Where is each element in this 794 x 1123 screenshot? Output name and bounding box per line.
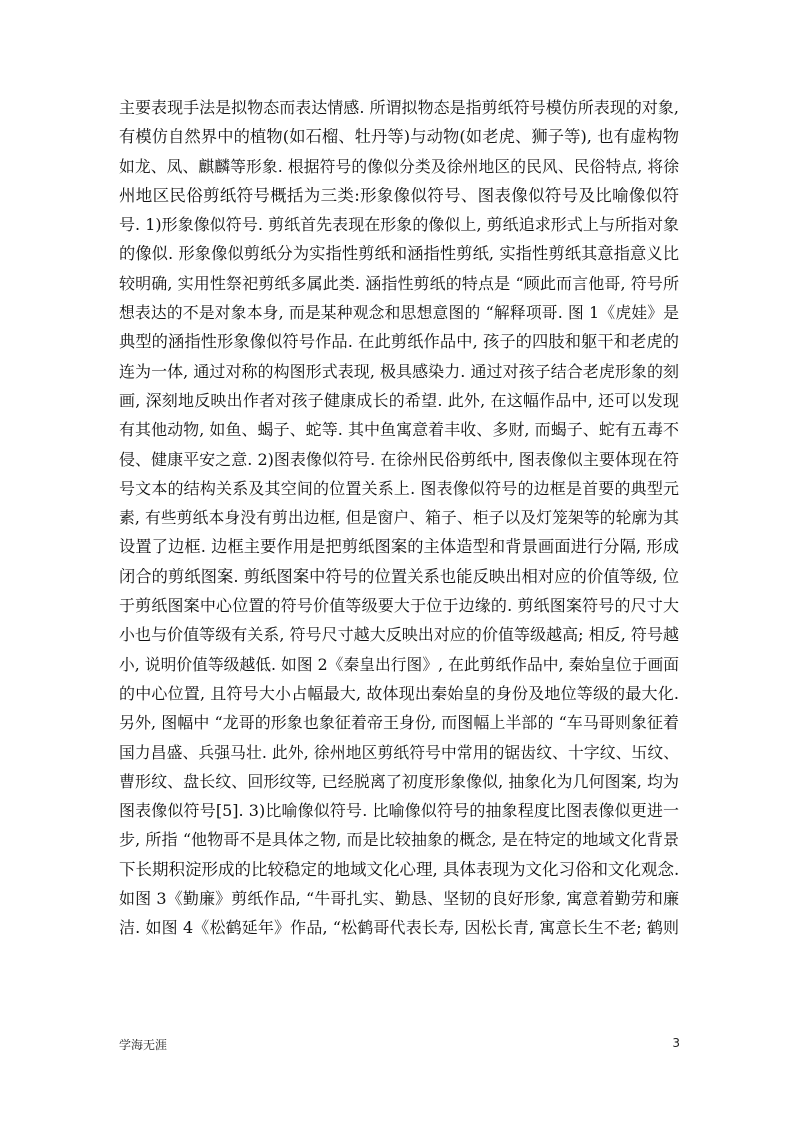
text-line: 设置了边框. 边框主要作用是把剪纸图案的主体造型和背景画面进行分隔, 形成 — [119, 537, 679, 557]
text-line: 下长期积淀形成的比较稳定的地域文化心理, 具体表现为文化习俗和文化观念. — [119, 859, 679, 879]
text-line: 连为一体, 通过对称的构图形式表现, 极具感染力. 通过对孩子结合老虎形象的刻 — [119, 361, 679, 381]
text-line: 于剪纸图案中心位置的符号价值等级要大于位于边缘的. 剪纸图案符号的尺寸大 — [119, 596, 679, 616]
text-line: 如图 3《勤廉》剪纸作品, “牛哥扎实、勤恳、坚韧的良好形象, 寓意着勤劳和廉 — [119, 889, 679, 909]
text-line: 号文本的结构关系及其空间的位置关系上. 图表像似符号的边框是首要的典型元 — [119, 478, 679, 498]
footer-motto: 学海无涯 — [119, 1038, 168, 1052]
text-line: 州地区民俗剪纸符号概括为三类:形象像似符号、图表像似符号及比喻像似符 — [119, 185, 679, 205]
text-line: 的像似. 形象像似剪纸分为实指性剪纸和涵指性剪纸, 实指性剪纸其意指意义比 — [119, 244, 679, 264]
page-number: 3 — [672, 1036, 680, 1050]
text-line: 步, 所指 “他物哥不是具体之物, 而是比较抽象的概念, 是在特定的地域文化背景 — [119, 830, 679, 850]
text-line: 想表达的不是对象本身, 而是某种观念和思想意图的 “解释项哥. 图 1《虎娃》是 — [119, 303, 679, 323]
text-line: 图表像似符号[5]. 3)比喻像似符号. 比喻像似符号的抽象程度比图表像似更进一 — [119, 801, 679, 821]
text-line: 小也与价值等级有关系, 符号尺寸越大反映出对应的价值等级越高; 相反, 符号越 — [119, 625, 679, 645]
text-line: 小, 说明价值等级越低. 如图 2《秦皇出行图》, 在此剪纸作品中, 秦始皇位于画面 — [119, 654, 679, 674]
text-line: 如龙、凤、麒麟等形象. 根据符号的像似分类及徐州地区的民风、民俗特点, 将徐 — [119, 156, 679, 176]
text-line: 有模仿自然界中的植物(如石榴、牡丹等)与动物(如老虎、狮子等), 也有虚构物 — [119, 127, 679, 147]
text-line: 洁. 如图 4《松鹤延年》作品, “松鹤哥代表长寿, 因松长青, 寓意长生不老; 鹤则 — [119, 918, 679, 938]
text-line: 典型的涵指性形象像似符号作品. 在此剪纸作品中, 孩子的四肢和躯干和老虎的 — [119, 332, 679, 352]
text-line: 有其他动物, 如鱼、蝎子、蛇等. 其中鱼寓意着丰收、多财, 而蝎子、蛇有五毒不 — [119, 420, 679, 440]
body-paragraph — [119, 93, 679, 943]
text-line: 另外, 图幅中 “龙哥的形象也象征着帝王身份, 而图幅上半部的 “车马哥则象征着 — [119, 713, 679, 733]
text-line: 画, 深刻地反映出作者对孩子健康成长的希望. 此外, 在这幅作品中, 还可以发现 — [119, 390, 679, 410]
text-line: 较明确, 实用性祭祀剪纸多属此类. 涵指性剪纸的特点是 “顾此而言他哥, 符号所 — [119, 273, 679, 293]
text-line: 侵、健康平安之意. 2)图表像似符号. 在徐州民俗剪纸中, 图表像似主要体现在符 — [119, 449, 679, 469]
text-line: 国力昌盛、兵强马壮. 此外, 徐州地区剪纸符号中常用的锯齿纹、十字纹、卐纹、 — [119, 742, 679, 762]
text-line: 主要表现手法是拟物态而表达情感. 所谓拟物态是指剪纸符号模仿所表现的对象, — [119, 98, 679, 117]
text-line: 的中心位置, 且符号大小占幅最大, 故体现出秦始皇的身份及地位等级的最大化. — [119, 683, 679, 703]
text-line: 素, 有些剪纸本身没有剪出边框, 但是窗户、箱子、柜子以及灯笼架等的轮廓为其 — [119, 508, 679, 528]
text-line: 曹形纹、盘长纹、回形纹等, 已经脱离了初度形象像似, 抽象化为几何图案, 均为 — [119, 771, 679, 791]
text-line: 闭合的剪纸图案. 剪纸图案中符号的位置关系也能反映出相对应的价值等级, 位 — [119, 566, 679, 586]
text-line: 号. 1)形象像似符号. 剪纸首先表现在形象的像似上, 剪纸追求形式上与所指对象 — [119, 215, 679, 235]
